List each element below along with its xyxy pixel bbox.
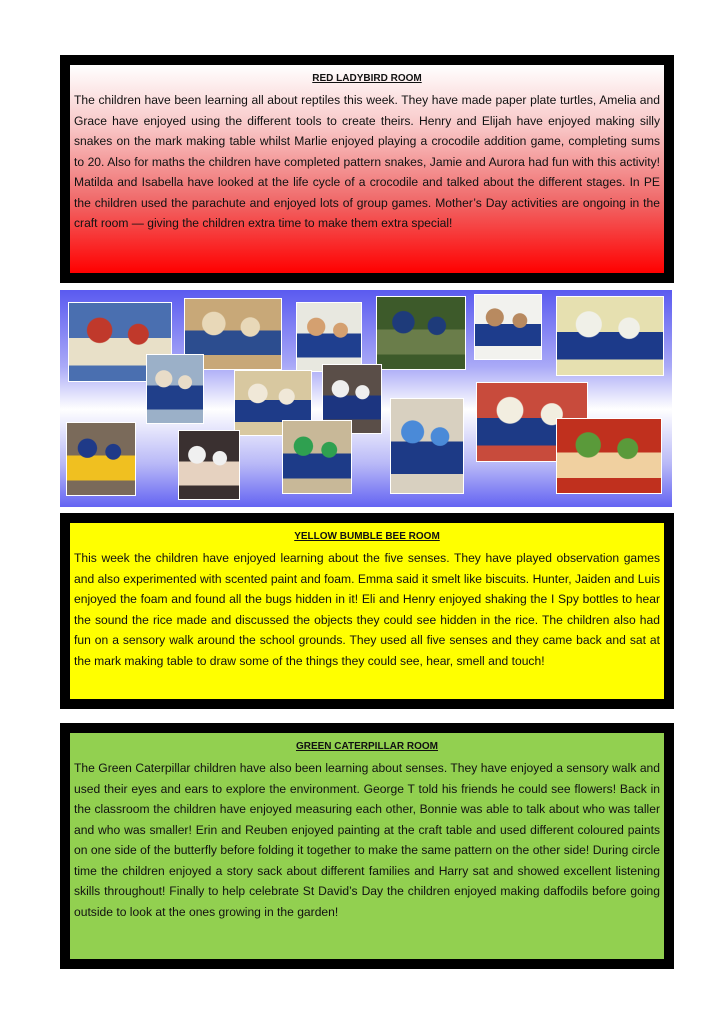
green-caterpillar-room-title: GREEN CATERPILLAR ROOM	[295, 741, 439, 752]
garden-walk-photo	[376, 296, 466, 370]
boy-pointing-photo	[296, 302, 362, 372]
photo-collage	[60, 290, 672, 507]
group-standing-photo	[556, 296, 664, 376]
yellow-bumble-bee-room-title: YELLOW BUMBLE BEE ROOM	[294, 531, 440, 542]
smiling-girl-photo	[178, 430, 240, 500]
flowers-photo	[66, 422, 136, 496]
yellow-bumble-bee-room-panel	[60, 513, 674, 709]
girl-at-table-photo	[474, 294, 542, 360]
trio-with-crafts-photo	[282, 420, 352, 494]
girl-clapping-photo	[146, 354, 204, 424]
red-ladybird-room-panel	[60, 55, 674, 283]
red-ladybird-room-title: RED LADYBIRD ROOM	[312, 73, 422, 84]
green-caterpillar-room-panel	[60, 723, 674, 969]
yellow-bumble-bee-room-text: This week the children have enjoyed learning about the five senses. They have played observation games and also experimented with scented paint and foam. Emma said it smelt like biscuits. Hunter, Jaiden and Luis enjoyed the foam and found all the bugs hidden in it! Eli and Henry enjoyed shaking the I Spy bottles to hear the sound the rice made and discussed the objects they could see hidden in the rice. The children also had fun on a sensory walk around the school grounds. They used all five senses and they came back and sat at the mark making table to draw some of the things they could see, hear, smell and touch!	[74, 551, 660, 668]
red-ladybird-room-text: The children have been learning all about reptiles this week. They have made paper plate turtles, Amelia and Grace have enjoyed using the different tools to create theirs. Henry and Elijah have enjoyed making silly snakes on the mark making table whilst Marlie enjoyed playing a crocodile addition game, completing sums to 20. Also for maths the children have completed pattern snakes, Jamie and Aurora had fun with this activity! Matilda and Isabella have looked at the life cycle of a crocodile and talked about the different stages. In PE the children used the parachute and enjoyed lots of group games. Mother’s Day activities are ongoing in the craft room — giving the children extra time to make them extra special!	[74, 93, 660, 230]
boy-drawing-photo	[390, 398, 464, 494]
painting-table-photo	[556, 418, 662, 494]
green-caterpillar-room-text: The Green Caterpillar children have also been learning about senses. They have enjoyed a sensory walk and used their eyes and ears to explore the environment. George T told his friends he could see flowers! Back in the classroom the children have enjoyed measuring each other, Bonnie was able to talk about who was taller and who was smaller! Erin and Reuben enjoyed painting at the craft table and used different coloured paints on one side of the butterfly before folding it together to make the same pattern on the other side! During circle time the children enjoyed a story sack about different families and Harry sat and showed excellent listening skills throughout! Finally to help celebrate St David’s Day the children enjoyed making daffodils before going outside to look at the ones growing in the garden!	[74, 761, 660, 919]
